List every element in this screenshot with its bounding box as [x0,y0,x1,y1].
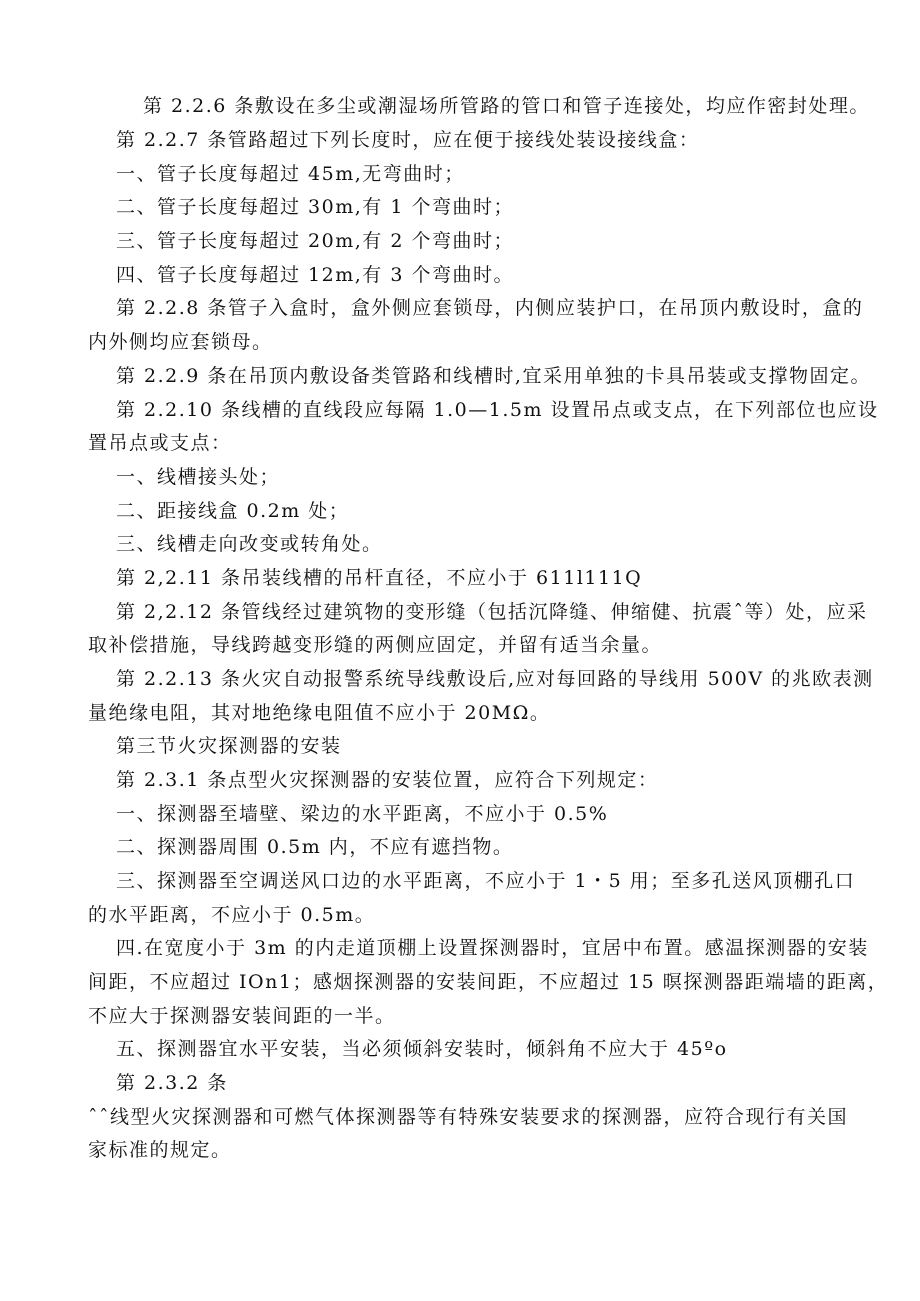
text-line: 一、探测器至墙壁、梁边的水平距离，不应小于 0.5% [116,803,609,825]
text-line: 四.在宽度小于 3m 的内走道顶棚上设置探测器时，宜居中布置。感温探测器的安装 [116,937,869,959]
text-line: 一、线槽接头处； [116,466,281,488]
text-line: 第 2.3.1 条点型火灾探测器的安装位置，应符合下列规定： [116,769,659,791]
text-line: 五、探测器宜水平安装，当必须倾斜安装时，倾斜角不应大于 45ºo [116,1038,728,1060]
text-line: 的水平距离，不应小于 0.5m。 [88,904,376,926]
text-line: 二、距接线盒 0.2m 处； [116,500,350,522]
text-line: 第 2.3.2 条 [116,1072,228,1094]
text-line: 间距，不应超过 IOn1；感烟探测器的安装间距，不应超过 15 暝探测器距端墙的距离， [88,971,889,993]
text-line: ˆˆ线型火灾探测器和可燃气体探测器等有特殊安装要求的探测器，应符合现行有关国 [88,1106,849,1128]
text-line: 一、管子长度每超过 45m,无弯曲时； [116,163,465,185]
text-line: 三、管子长度每超过 20m,有 2 个弯曲时； [116,230,514,252]
text-line: 三、探测器至空调送风口边的水平距离，不应小于 1・5 用；至多孔送风顶棚孔口 [116,870,856,892]
text-line: 第 2.2.6 条敷设在多尘或潮湿场所管路的管口和管子连接处，均应作密封处理。 [143,95,870,117]
text-line: 四、管子长度每超过 12m,有 3 个弯曲时。 [116,264,514,286]
text-line: 第 2,2.12 条管线经过建筑物的变形缝（包括沉降缝、伸缩健、抗震ˆ等）处，应采 [116,601,868,623]
text-line: 置吊点或支点： [88,432,232,454]
text-line: 第 2.2.7 条管路超过下列长度时，应在便于接线处装设接线盒： [116,129,700,151]
text-line: 不应大于探测器安装间距的一半。 [88,1005,396,1027]
text-line: 第 2,2.11 条吊装线槽的吊杆直径，不应小于 611l111Q [116,567,643,589]
text-line: 第 2.2.13 条火灾自动报警系统导线敷设后,应对每回路的导线用 500V 的兆欧表测 [116,668,874,690]
text-line: 二、探测器周围 0.5m 内，不应有遮挡物。 [116,836,514,858]
text-line: 三、线槽走向改变或转角处。 [116,533,383,555]
text-line: 二、管子长度每超过 30m,有 1 个弯曲时； [116,196,514,218]
text-line: 第 2.2.10 条线槽的直线段应每隔 1.0—1.5m 设置吊点或支点，在下列部位也应设 [116,399,879,421]
text-line: 取补偿措施，导线跨越变形缝的两侧应固定，并留有适当余量。 [88,634,663,656]
text-line: 家标准的规定。 [88,1139,232,1161]
text-line: 内外侧均应套锁母。 [88,331,273,353]
section-heading: 第三节火灾探测器的安装 [116,735,342,757]
text-line: 量绝缘电阻，其对地绝缘电阻值不应小于 20MΩ。 [88,702,551,724]
text-line: 第 2.2.8 条管子入盒时，盒外侧应套锁母，内侧应装护口，在吊顶内敷设时，盒的 [116,297,864,319]
text-line: 第 2.2.9 条在吊顶内敷设备类管路和线槽时,宜采用单独的卡具吊装或支撑物固定。 [116,365,871,387]
